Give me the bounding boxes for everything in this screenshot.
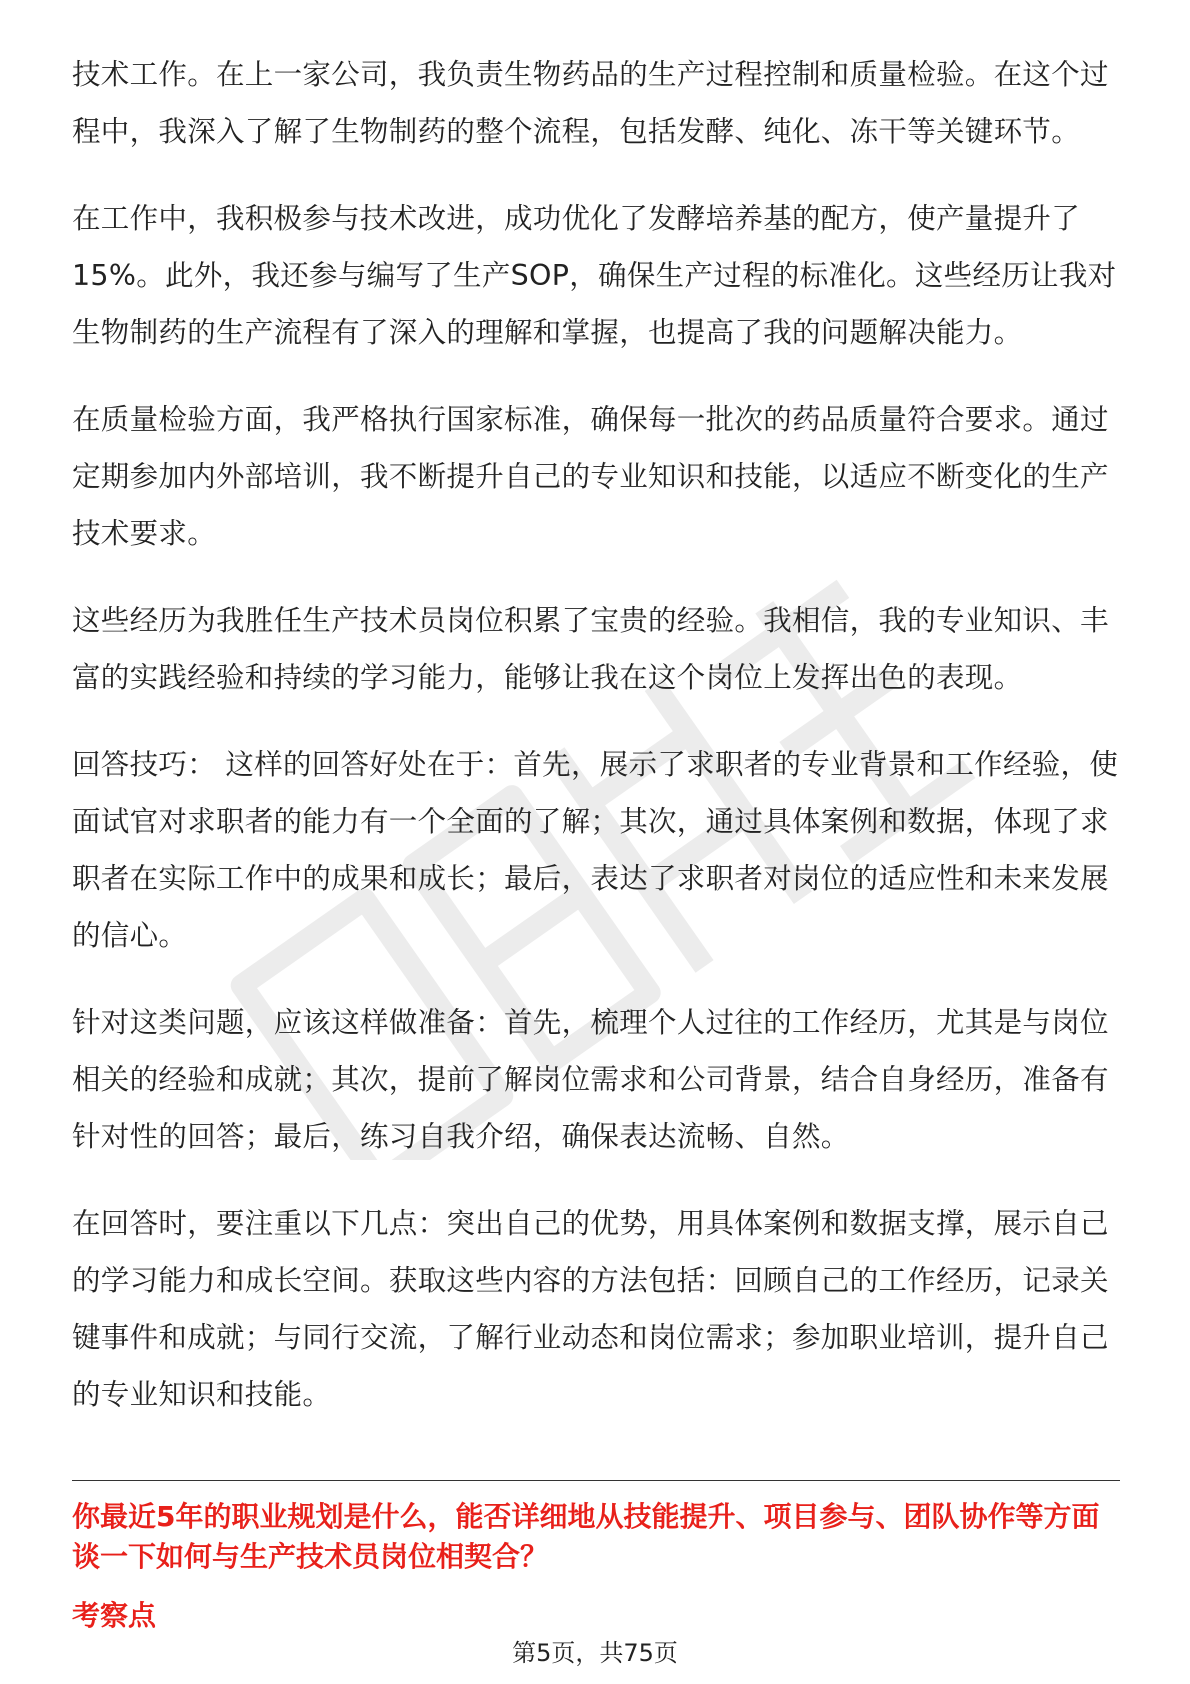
section-divider [72, 1480, 1120, 1481]
page-number-footer: 第5页，共75页 [512, 1639, 678, 1667]
section-heading: 考察点 [72, 1599, 157, 1632]
document-body [72, 46, 1120, 1453]
answer-tips-paragraph: 回答技巧： 这样的回答好处在于：首先，展示了求职者的专业背景和工作经验，使面试官对求职者的能力有一个全面的了解；其次，通过具体案例和数据，体现了求职者在实际工作中的成果和成长；最后，表达了求职者对岗位的适应性和未来发展的信心。 [72, 748, 1119, 952]
body-paragraph: 在质量检验方面，我严格执行国家标准，确保每一批次的药品质量符合要求。通过定期参加内外部培训，我不断提升自己的专业知识和技能，以适应不断变化的生产技术要求。 [72, 403, 1109, 550]
body-paragraph: 这些经历为我胜任生产技术员岗位积累了宝贵的经验。我相信，我的专业知识、丰富的实践经验和持续的学习能力，能够让我在这个岗位上发挥出色的表现。 [72, 604, 1109, 694]
body-paragraph: 技术工作。在上一家公司，我负责生物药品的生产过程控制和质量检验。在这个过程中，我深入了解了生物制药的整个流程，包括发酵、纯化、冻干等关键环节。 [72, 58, 1109, 148]
interview-question: 你最近5年的职业规划是什么，能否详细地从技能提升、项目参与、团队协作等方面谈一下如何与生产技术员岗位相契合？ [72, 1500, 1100, 1573]
body-paragraph: 在回答时，要注重以下几点：突出自己的优势，用具体案例和数据支撑，展示自己的学习能力和成长空间。获取这些内容的方法包括：回顾自己的工作经历，记录关键事件和成就；与同行交流，了解行业动态和岗位需求；参加职业培训，提升自己的专业知识和技能。 [72, 1207, 1109, 1411]
body-paragraph: 在工作中，我积极参与技术改进，成功优化了发酵培养基的配方，使产量提升了15%。此外，我还参与编写了生产SOP，确保生产过程的标准化。这些经历让我对生物制药的生产流程有了深入的理解和掌握，也提高了我的问题解决能力。 [72, 202, 1117, 349]
body-paragraph: 针对这类问题，应该这样做准备：首先，梳理个人过往的工作经历，尤其是与岗位相关的经验和成就；其次，提前了解岗位需求和公司背景，结合自身经历，准备有针对性的回答；最后，练习自我介绍，确保表达流畅、自然。 [72, 1006, 1109, 1153]
